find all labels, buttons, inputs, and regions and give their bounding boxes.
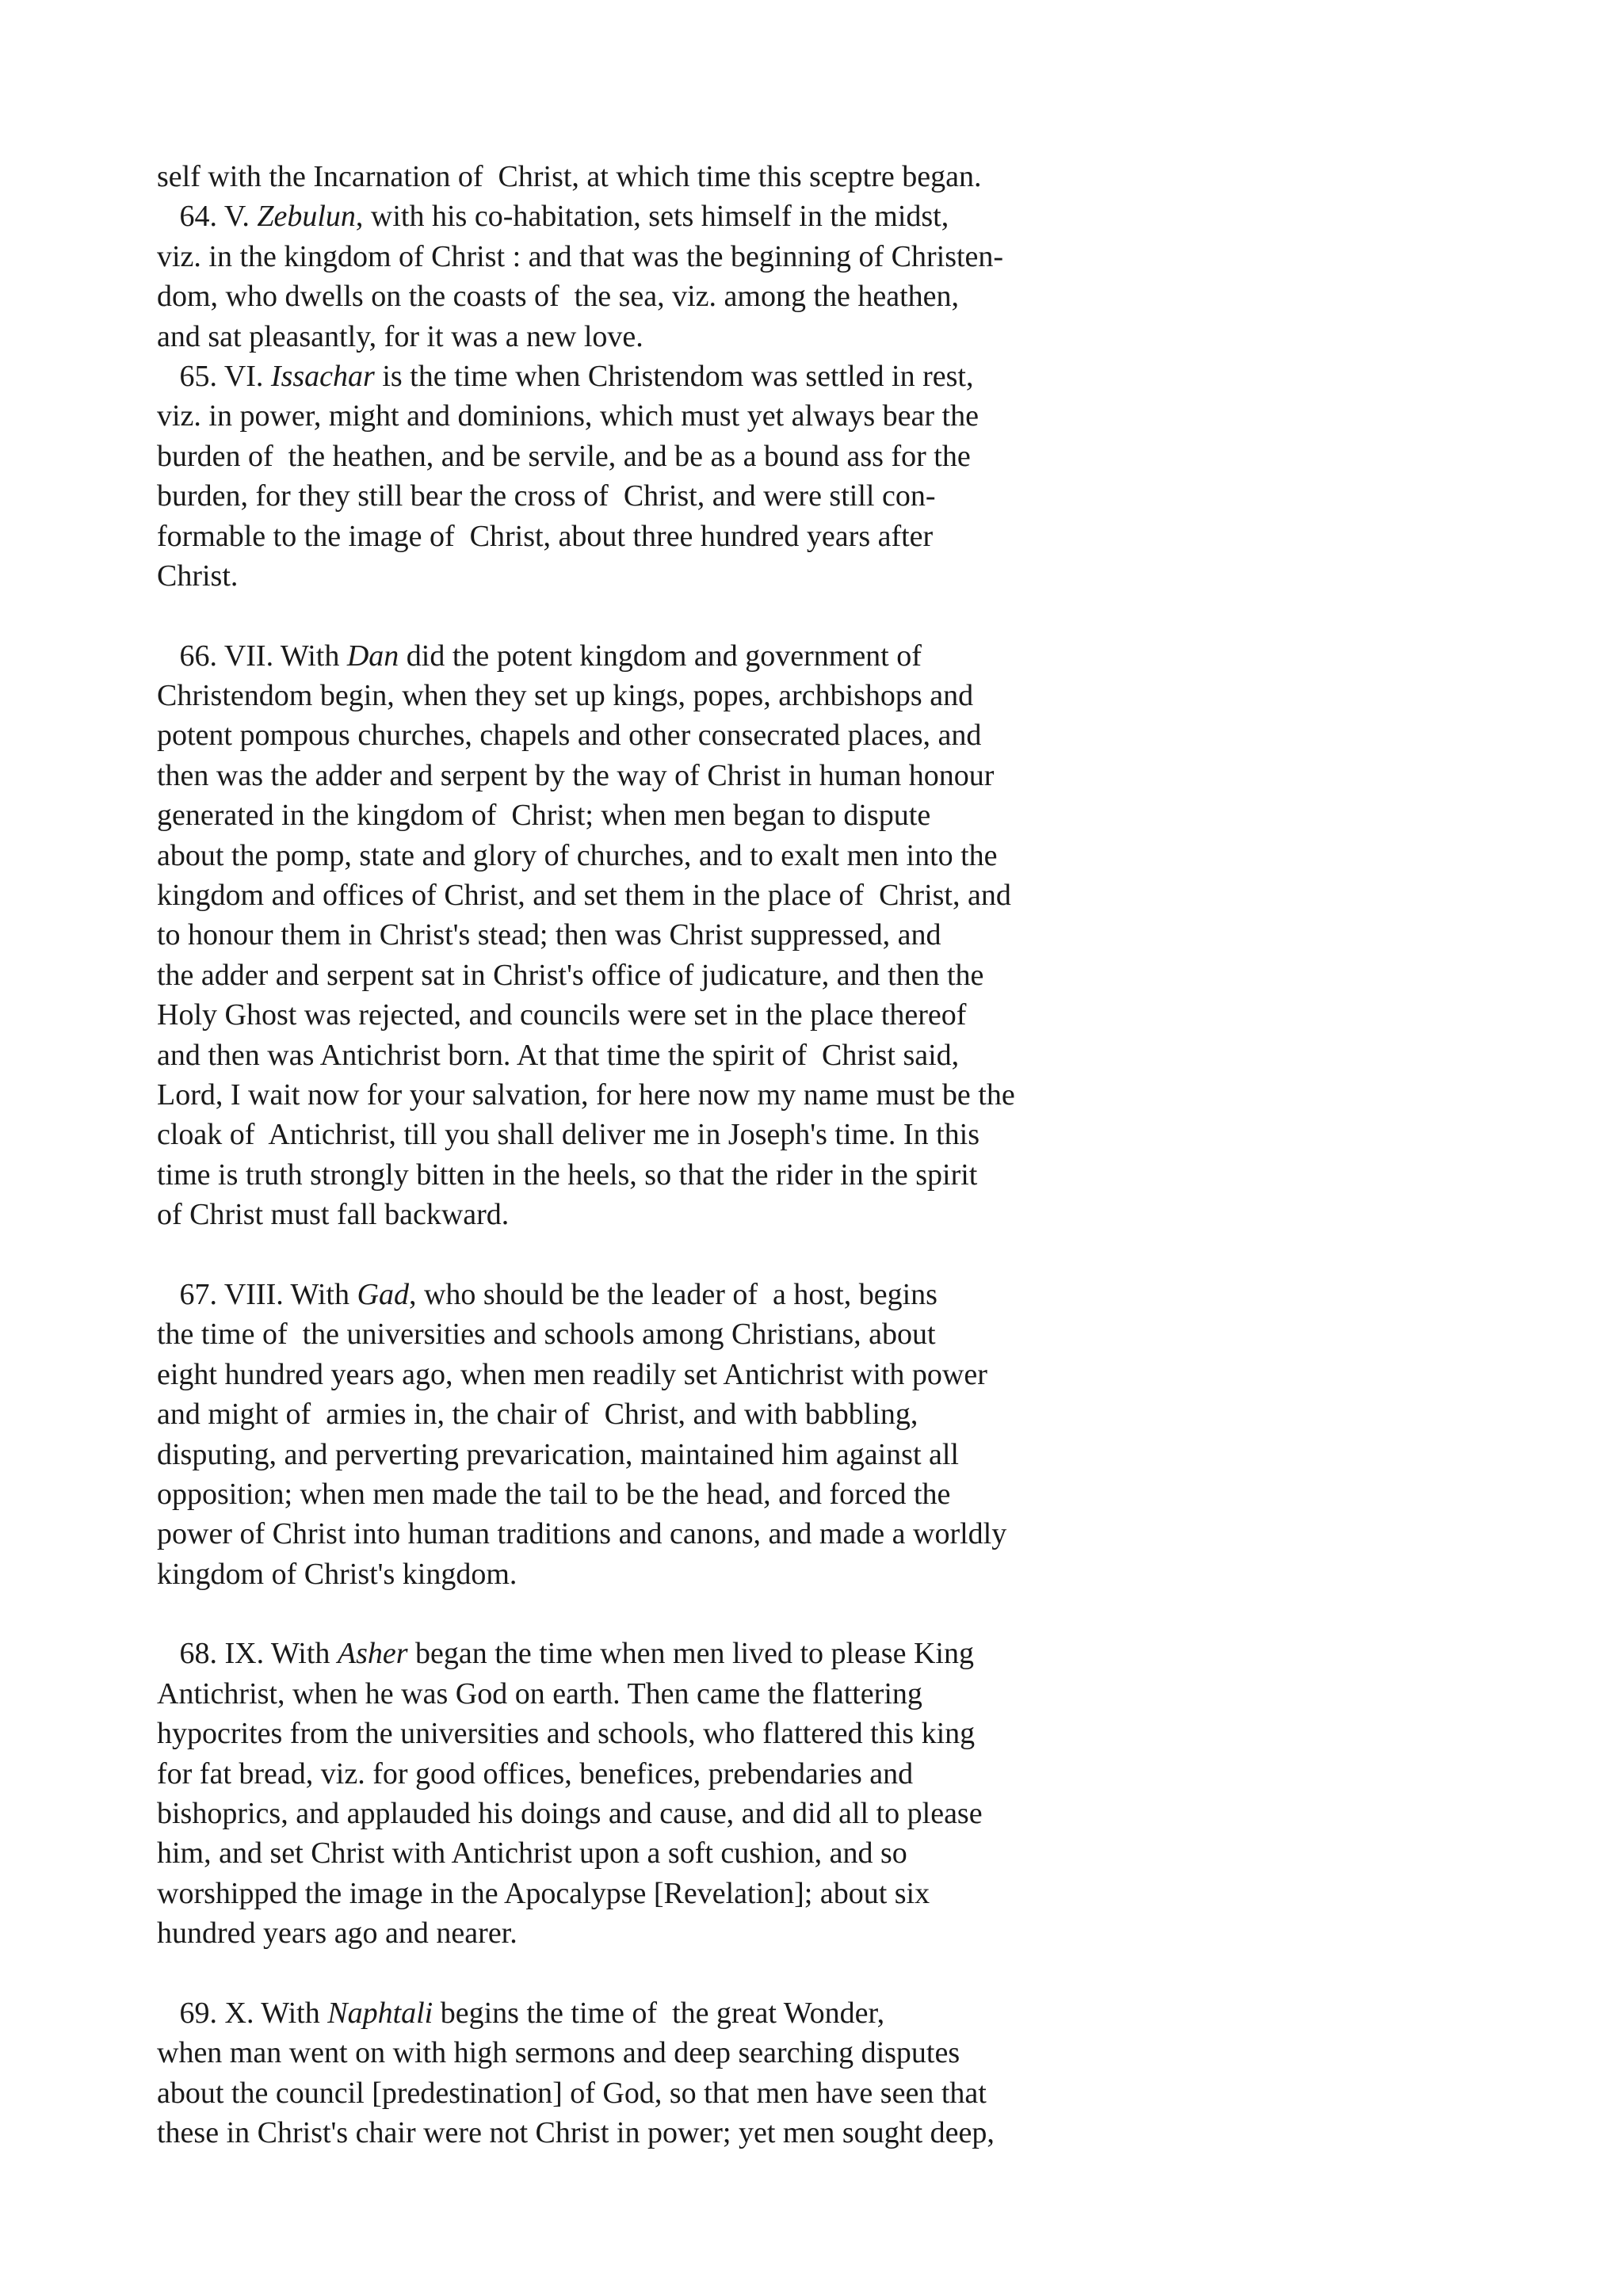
text-run: hypocrites from the universities and schools, who flattered this king <box>157 1717 976 1751</box>
paragraph-gap <box>157 596 1187 635</box>
text-line <box>157 1474 1187 1514</box>
text-run: Holy Ghost was rejected, and councils were set in the place thereof <box>157 998 967 1032</box>
text-line <box>157 715 1187 755</box>
text-line <box>157 1195 1187 1234</box>
text-run: these in Christ's chair were not Christ in power; yet men sought deep, <box>157 2116 995 2150</box>
text-run: 65. VI. <box>157 359 271 393</box>
text-run: is the time when Christendom was settled in rest, <box>374 359 974 393</box>
text-line <box>157 995 1187 1035</box>
italic-name: Gad <box>357 1277 409 1311</box>
text-run: Antichrist, when he was God on earth. Then came the flattering <box>157 1676 922 1711</box>
text-line <box>157 636 1187 676</box>
text-run: 68. IX. With <box>157 1637 338 1671</box>
text-run: and then was Antichrist born. At that time the spirit of Christ said, <box>157 1038 960 1072</box>
text-line <box>157 277 1187 316</box>
text-run: burden of the heathen, and be servile, and be as a bound ass for the <box>157 439 971 473</box>
text-line <box>157 237 1187 277</box>
text-line <box>157 1794 1187 1833</box>
text-run: Christ. <box>157 559 239 593</box>
text-run: 69. X. With <box>157 1996 328 2030</box>
text-line <box>157 1634 1187 1673</box>
text-run: eight hundred years ago, when men readily set Antichrist with power <box>157 1357 987 1391</box>
italic-name: Naphtali <box>327 1996 433 2030</box>
text-run: began the time when men lived to please King <box>407 1637 974 1671</box>
text-line <box>157 1833 1187 1873</box>
text-run: Lord, I wait now for your salvation, for here now my name must be the <box>157 1077 1015 1112</box>
text-run: kingdom of Christ's kingdom. <box>157 1557 517 1591</box>
text-run: generated in the kingdom of Christ; when men began to dispute <box>157 799 931 833</box>
text-line <box>157 1435 1187 1474</box>
text-run: when man went on with high sermons and deep searching disputes <box>157 2036 960 2070</box>
text-run: worshipped the image in the Apocalypse [Revelation]; about six <box>157 1876 930 1910</box>
text-run: , with his co-habitation, sets himself in the midst, <box>355 200 949 234</box>
text-line <box>157 1035 1187 1075</box>
text-line <box>157 1394 1187 1434</box>
text-line <box>157 196 1187 236</box>
text-run: 66. VII. With <box>157 639 347 673</box>
paragraph <box>157 1634 1187 1953</box>
text-run: disputing, and perverting prevarication, maintained him against all <box>157 1437 959 1471</box>
paragraph <box>157 196 1187 357</box>
text-line <box>157 1155 1187 1195</box>
text-line <box>157 1314 1187 1354</box>
paragraph <box>157 636 1187 1235</box>
text-run: of Christ must fall backward. <box>157 1198 510 1232</box>
text-line <box>157 2033 1187 2073</box>
text-line <box>157 2113 1187 2153</box>
text-run: formable to the image of Christ, about three hundred years after <box>157 519 934 553</box>
paragraph <box>157 1993 1187 2153</box>
text-line <box>157 396 1187 436</box>
text-line <box>157 2073 1187 2113</box>
text-line <box>157 1874 1187 1913</box>
text-run: bishoprics, and applauded his doings and cause, and did all to please <box>157 1797 983 1831</box>
text-line <box>157 1554 1187 1594</box>
text-run: power of Christ into human traditions and canons, and made a worldly <box>157 1517 1007 1551</box>
text-run: potent pompous churches, chapels and other consecrated places, and <box>157 719 982 753</box>
text-line <box>157 1275 1187 1314</box>
document-page <box>157 157 1187 2153</box>
text-run: , who should be the leader of a host, begins <box>408 1277 938 1311</box>
italic-name: Zebulun <box>257 200 356 234</box>
text-line <box>157 756 1187 795</box>
text-run: the time of the universities and schools among Christians, about <box>157 1318 936 1352</box>
text-line <box>157 1355 1187 1394</box>
text-run: 64. V. <box>157 200 258 234</box>
text-run: him, and set Christ with Antichrist upon a soft cushion, and so <box>157 1836 907 1871</box>
text-line <box>157 317 1187 357</box>
paragraph <box>157 1275 1187 1594</box>
text-line <box>157 795 1187 835</box>
text-line <box>157 1514 1187 1554</box>
text-run: burden, for they still bear the cross of Christ, and were still con- <box>157 479 936 513</box>
text-run: viz. in the kingdom of Christ : and that was the beginning of Christen- <box>157 239 1004 273</box>
italic-name: Issachar <box>270 359 375 393</box>
text-run: self with the Incarnation of Christ, at which time this sceptre began. <box>157 160 982 193</box>
text-line <box>157 836 1187 875</box>
text-line <box>157 556 1187 596</box>
text-run: opposition; when men made the tail to be the head, and forced the <box>157 1477 951 1511</box>
text-line <box>157 1913 1187 1953</box>
paragraph <box>157 357 1187 596</box>
italic-name: Dan <box>346 639 399 673</box>
text-run: did the potent kingdom and government of <box>399 639 922 673</box>
text-run: the adder and serpent sat in Christ's office of judicature, and then the <box>157 958 984 992</box>
text-run: time is truth strongly bitten in the heels, so that the rider in the spirit <box>157 1158 978 1192</box>
text-run: cloak of Antichrist, till you shall deliver me in Joseph's time. In this <box>157 1118 980 1152</box>
text-run: about the council [predestination] of God, so that men have seen that <box>157 2076 987 2110</box>
text-run: then was the adder and serpent by the way of Christ in human honour <box>157 758 995 792</box>
text-line <box>157 437 1187 476</box>
text-line <box>157 1075 1187 1115</box>
text-run: and might of armies in, the chair of Christ, and with babbling, <box>157 1398 918 1432</box>
text-run: kingdom and offices of Christ, and set them in the place of Christ, and <box>157 879 1011 913</box>
text-line <box>157 676 1187 715</box>
text-line <box>157 875 1187 915</box>
text-line <box>157 1754 1187 1794</box>
text-line <box>157 1115 1187 1154</box>
text-run: hundred years ago and nearer. <box>157 1917 517 1951</box>
text-run: and sat pleasantly, for it was a new love. <box>157 319 643 353</box>
paragraph-gap <box>157 1235 1187 1275</box>
text-line <box>157 955 1187 995</box>
text-run: for fat bread, viz. for good offices, benefices, prebendaries and <box>157 1756 914 1791</box>
paragraph <box>157 157 1187 196</box>
text-run: begins the time of the great Wonder, <box>433 1996 885 2030</box>
text-run: Christendom begin, when they set up kings, popes, archbishops and <box>157 679 974 713</box>
text-line <box>157 517 1187 556</box>
text-line <box>157 1674 1187 1714</box>
text-run: 67. VIII. With <box>157 1277 357 1311</box>
text-run: to honour them in Christ's stead; then was Christ suppressed, and <box>157 918 941 952</box>
text-line <box>157 476 1187 516</box>
paragraph-gap <box>157 1954 1187 1993</box>
text-run: about the pomp, state and glory of churches, and to exalt men into the <box>157 838 998 872</box>
italic-name: Asher <box>337 1637 408 1671</box>
text-line <box>157 357 1187 396</box>
text-run: viz. in power, might and dominions, which must yet always bear the <box>157 399 979 433</box>
text-line <box>157 915 1187 955</box>
text-line <box>157 1714 1187 1753</box>
text-line <box>157 157 1187 196</box>
text-run: dom, who dwells on the coasts of the sea, viz. among the heathen, <box>157 280 960 314</box>
text-line <box>157 1993 1187 2033</box>
paragraph-gap <box>157 1594 1187 1634</box>
